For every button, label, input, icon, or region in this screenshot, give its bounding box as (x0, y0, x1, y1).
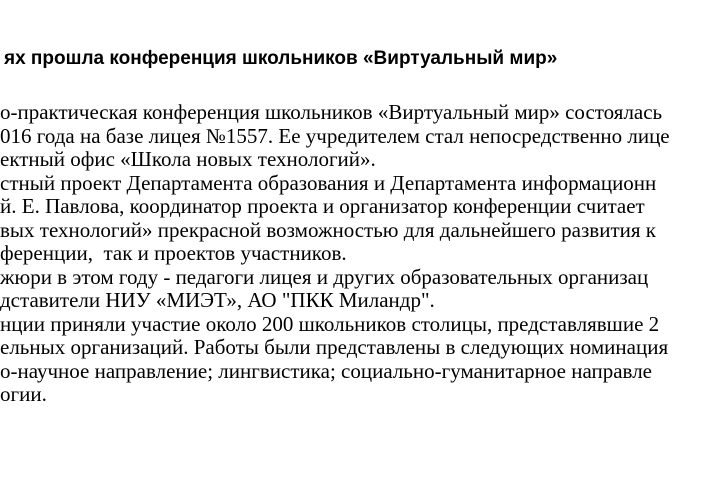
body-line: ектный офис «Школа новых технологий». (0, 147, 376, 171)
body-line: огии. (0, 382, 47, 406)
body-line: 016 года на базе лицея №1557. Ее учредителем стал непосредственно лице (0, 123, 670, 148)
body-line: й. Е. Павлова, координатор проекта и организатор конференции считает (0, 194, 645, 218)
body-line: жюри в этом году - педагоги лицея и других образовательных организац (0, 264, 649, 289)
body-line: нции приняли участие около 200 школьников столицы, представлявшие 2 (0, 311, 660, 336)
article-body (0, 101, 720, 407)
body-line: дставители НИУ «МИЭТ», АО "ПКК Миландр". (0, 288, 435, 312)
body-line: о-практическая конференция школьников «Виртуальный мир» состоялась (0, 101, 663, 124)
body-line: о-научное направление; лингвистика; социально-гуманитарное направле (0, 358, 652, 383)
body-line: стный проект Департамента образования и Департамента информационн (0, 170, 657, 195)
article-heading: ях прошла конференция школьников «Виртуальный мир» (4, 48, 558, 69)
body-line: ференции, так и проектов участников. (0, 241, 347, 265)
body-line: ельных организаций. Работы были представлены в следующих номинация (0, 335, 669, 359)
body-line: вых технологий» прекрасной возможностью для дальнейшего развития к (0, 217, 656, 242)
